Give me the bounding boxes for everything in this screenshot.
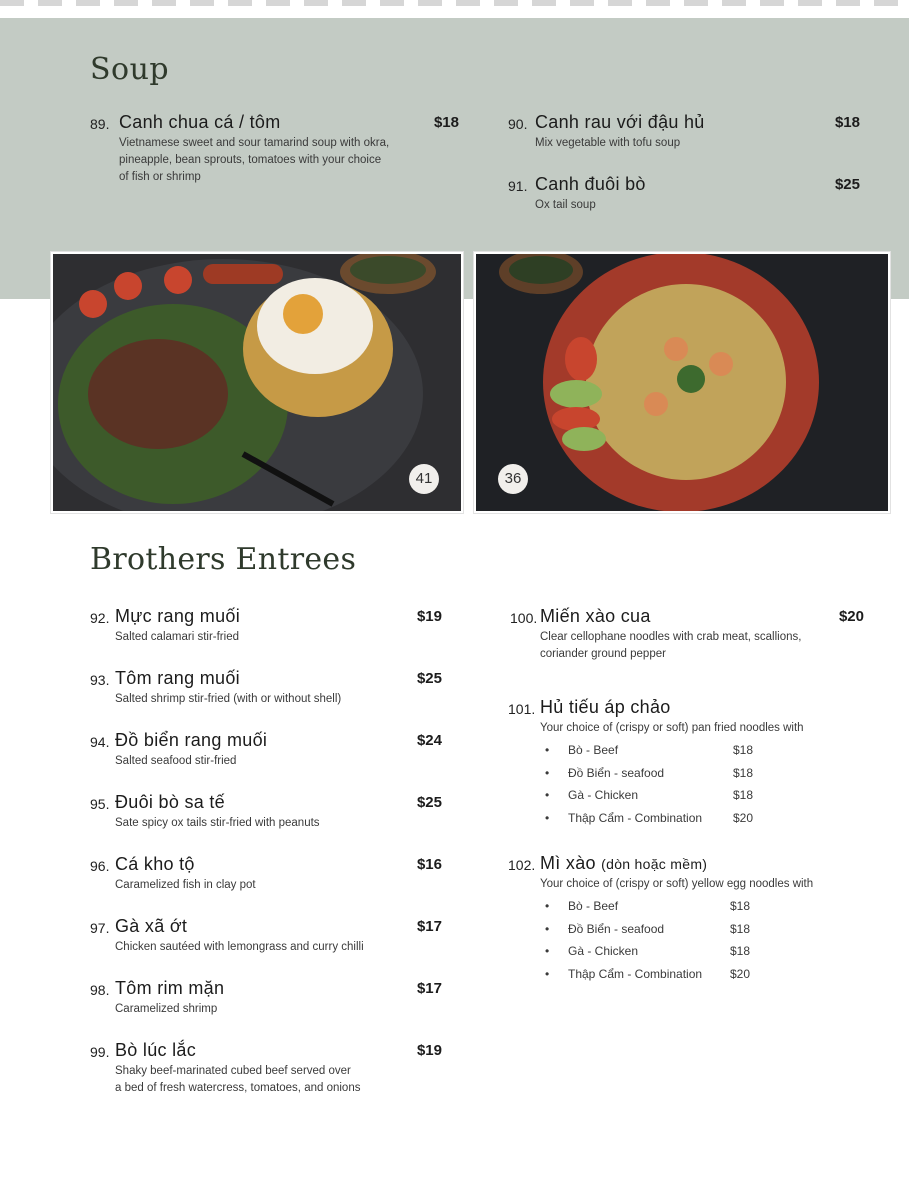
item-description: Vietnamese sweet and sour tamarind soup with okra, pineapple, bean sprouts, tomatoes with your choice of fish or shrimp — [119, 137, 390, 183]
item-description: Chicken sautéed with lemongrass and curry chilli — [115, 941, 364, 953]
top-dashed-border — [0, 0, 909, 6]
seafood-fried-rice-photo — [474, 252, 890, 513]
item-name: Cá kho tộ — [115, 854, 195, 874]
soup-section-title: Soup — [90, 52, 170, 87]
item-number: 91. — [508, 178, 528, 194]
item-number: 99. — [90, 1044, 110, 1060]
option-row: • Đồ Biển - seafood $18 — [545, 765, 754, 780]
option-list — [540, 743, 862, 833]
item-price: $24 — [416, 732, 442, 749]
bullet-icon: • — [545, 944, 550, 958]
item-name: Gà xã ớt — [115, 916, 188, 936]
option-row: • Đồ Biển - seafood $18 — [545, 921, 751, 936]
menu-item-99 — [90, 1040, 442, 1097]
item-description: Ox tail soup — [535, 199, 596, 211]
item-price: $17 — [416, 918, 442, 935]
item-number: 96. — [90, 858, 110, 874]
bullet-icon: • — [545, 743, 550, 757]
item-description: Clear cellophane noodles with crab meat, scallions, coriander ground pepper — [540, 631, 802, 660]
item-price: $18 — [834, 114, 860, 131]
item-number: 102. — [508, 857, 536, 873]
menu-item-92 — [90, 606, 442, 646]
item-name: Đuôi bò sa tế — [115, 792, 225, 812]
item-number: 93. — [90, 672, 110, 688]
item-name: Đồ biển rang muối — [115, 730, 268, 750]
food-illustration-icon — [53, 254, 461, 511]
food-illustration-icon — [476, 254, 888, 511]
item-description: Your choice of (crispy or soft) yellow egg noodles with — [540, 878, 814, 890]
item-name: Mì xào (dòn hoặc mềm) — [540, 853, 708, 873]
item-description: Caramelized shrimp — [115, 1003, 218, 1015]
entrees-section-title: Brothers Entrees — [90, 542, 357, 577]
item-price: $19 — [416, 1042, 442, 1059]
option-row: • Gà - Chicken $18 — [545, 788, 754, 802]
menu-item-90 — [508, 112, 860, 152]
item-price: $17 — [416, 980, 442, 997]
item-price: $25 — [416, 670, 442, 687]
bullet-icon: • — [545, 899, 550, 913]
item-name: Canh rau với đậu hủ — [535, 112, 705, 132]
item-number: 100. — [510, 610, 538, 626]
item-price: $20 — [838, 608, 864, 625]
item-name: Hủ tiếu áp chảo — [540, 697, 671, 717]
item-description: Mix vegetable with tofu soup — [535, 137, 681, 149]
option-row: • Bò - Beef $18 — [545, 899, 751, 913]
bullet-icon: • — [545, 810, 550, 825]
item-description: Salted seafood stir-fried — [115, 755, 237, 767]
option-row: • Bò - Beef $18 — [545, 743, 754, 757]
item-number: 97. — [90, 920, 110, 936]
item-description: Salted calamari stir-fried — [115, 631, 239, 643]
item-price: $25 — [416, 794, 442, 811]
bullet-icon: • — [545, 966, 550, 981]
menu-item-89 — [90, 112, 462, 186]
menu-item-101 — [508, 697, 862, 833]
item-description: Caramelized fish in clay pot — [115, 879, 256, 891]
item-description: Your choice of (crispy or soft) pan fried noodles with — [540, 722, 804, 734]
option-row: • Thập Cẩm - Combination $20 — [545, 966, 751, 981]
item-number: 94. — [90, 734, 110, 750]
beef-salad-rice-egg-photo — [51, 252, 463, 513]
dish-number-badge: 41 — [409, 464, 439, 494]
menu-item-100 — [510, 606, 864, 663]
bullet-icon: • — [545, 788, 550, 802]
menu-item-93 — [90, 668, 442, 708]
item-number: 90. — [508, 116, 528, 132]
item-number: 92. — [90, 610, 110, 626]
option-list — [540, 899, 862, 989]
item-description: Sate spicy ox tails stir-fried with peanuts — [115, 817, 320, 829]
item-price: $16 — [416, 856, 442, 873]
bullet-icon: • — [545, 921, 550, 936]
item-number: 89. — [90, 116, 110, 132]
dish-number-badge: 36 — [498, 464, 528, 494]
bullet-icon: • — [545, 765, 550, 780]
menu-item-96 — [90, 854, 442, 894]
item-description: Salted shrimp stir-fried (with or without shell) — [115, 693, 342, 705]
item-number: 101. — [508, 701, 536, 717]
item-name: Miến xào cua — [540, 606, 651, 626]
option-row: • Gà - Chicken $18 — [545, 944, 751, 958]
item-description: Shaky beef-marinated cubed beef served over a bed of fresh watercress, tomatoes, and onions — [115, 1065, 361, 1094]
menu-item-102 — [508, 853, 862, 989]
item-name: Canh đuôi bò — [535, 174, 646, 194]
item-number: 98. — [90, 982, 110, 998]
item-price: $19 — [416, 608, 442, 625]
item-name: Tôm rang muối — [115, 668, 240, 688]
item-name: Canh chua cá / tôm — [119, 112, 281, 132]
menu-item-98 — [90, 978, 442, 1018]
option-row: • Thập Cẩm - Combination $20 — [545, 810, 754, 825]
item-price: $18 — [433, 114, 459, 131]
item-price: $25 — [834, 176, 860, 193]
item-name: Tôm rim mặn — [115, 978, 225, 998]
menu-item-95 — [90, 792, 442, 832]
item-name: Bò lúc lắc — [115, 1040, 197, 1060]
menu-item-97 — [90, 916, 442, 956]
menu-item-94 — [90, 730, 442, 770]
item-number: 95. — [90, 796, 110, 812]
menu-item-91 — [508, 174, 860, 214]
item-name: Mực rang muối — [115, 606, 240, 626]
